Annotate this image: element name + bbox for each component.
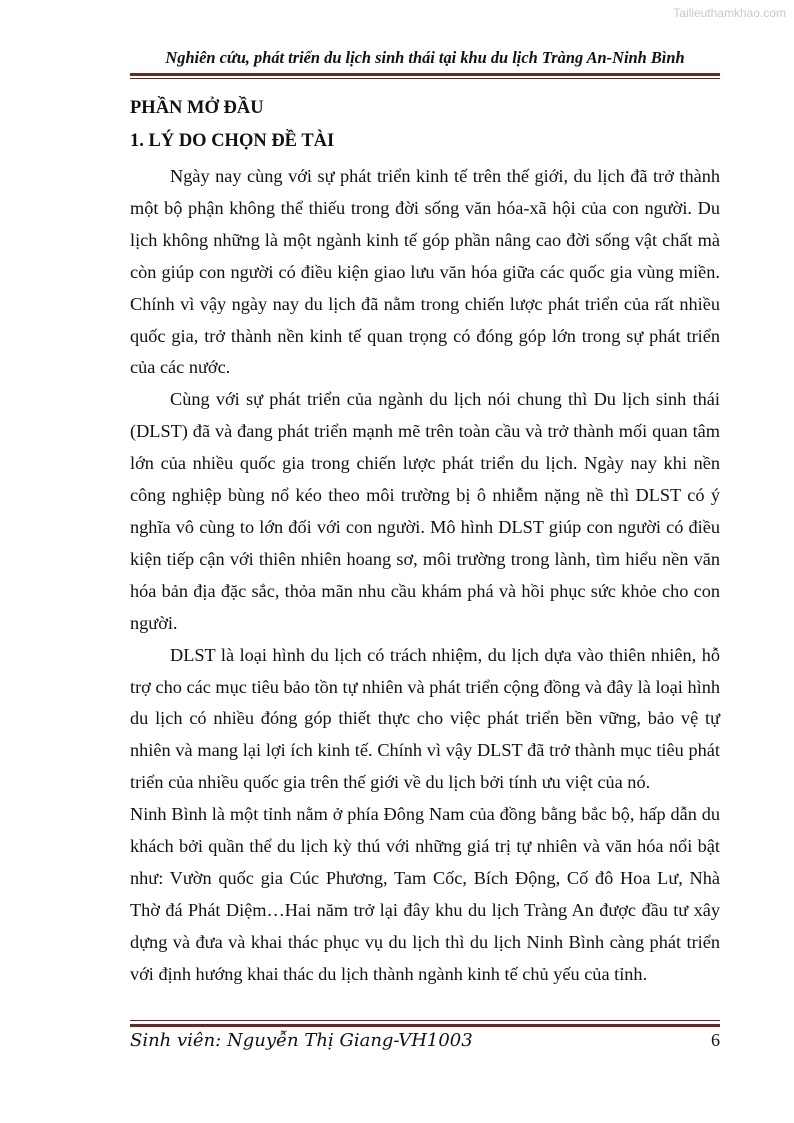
paragraph-4: Ninh Bình là một tỉnh nằm ở phía Đông Nam của đồng bằng bắc bộ, hấp dẫn du khách bởi quần thể du lịch kỳ thú với những giá trị tự nhiên và văn hóa nổi bật như: Vườn quốc gia Cúc Phương, Tam Cốc, Bích Động, Cố đô Hoa Lư, Nhà Thờ đá Phát Diệm…Hai năm trở lại đây khu du lịch Tràng An được đầu tư xây dựng và đưa và khai thác phục vụ du lịch thì du lịch Ninh Bình càng phát triển với định hướng khai thác du lịch thành ngành kinh tế chủ yếu của tỉnh.	[130, 804, 720, 984]
running-header-title: Nghiên cứu, phát triển du lịch sinh thái tại khu du lịch Tràng An-Ninh Bình	[165, 48, 685, 67]
page-number: 6	[711, 1030, 720, 1050]
paragraph-3: DLST là loại hình du lịch có trách nhiệm, du lịch dựa vào thiên nhiên, hỗ trợ cho các mục tiêu bảo tồn tự nhiên và phát triển cộng đồng và đây là loại hình du lịch có nhiều đóng góp thiết thực cho việc phát triển bền vững, bảo vệ tự nhiên và mang lại lợi ích kinh tế. Chính vì vậy DLST đã trở thành mục tiêu phát triển của nhiều quốc gia trên thế giới về du lịch bởi tính ưu việt của nó.	[130, 644, 720, 793]
subsection-heading: 1. LÝ DO CHỌN ĐỀ TÀI	[130, 131, 335, 151]
watermark-text: Tailieuthamkhao.com	[673, 6, 786, 20]
paragraph-1: Ngày nay cùng với sự phát triển kinh tế trên thế giới, du lịch đã trở thành một bộ phận không thể thiếu trong đời sống văn hóa-xã hội của con người. Du lịch không những là một ngành kinh tế góp phần nâng cao đời sống vật chất mà còn giúp con người có điều kiện giao lưu văn hóa giữa các quốc gia vùng miền. Chính vì vậy ngày nay du lịch đã nằm trong chiến lược phát triển của rất nhiều quốc gia, trở thành nền kinh tế quan trọng có đóng góp lớn trong sự phát triển của các nước.	[130, 166, 720, 378]
footer-student-name: Sinh viên: Nguyễn Thị Giang-VH1003	[130, 1030, 473, 1051]
page-body	[130, 95, 720, 991]
section-heading: PHẦN MỞ ĐẦU	[130, 98, 264, 118]
paragraph-2: Cùng với sự phát triển của ngành du lịch nói chung thì Du lịch sinh thái (DLST) đã và đang phát triển mạnh mẽ trên toàn cầu và trở thành mối quan tâm lớn của nhiều quốc gia trong chiến lược phát triển du lịch. Ngày nay khi nền công nghiệp bùng nổ kéo theo môi trường bị ô nhiễm nặng nề thì DLST có ý nghĩa vô cùng to lớn đối với con người. Mô hình DLST giúp con người có điều kiện tiếp cận với thiên nhiên hoang sơ, môi trường trong lành, tìm hiểu nền văn hóa bản địa đặc sắc, thỏa mãn nhu cầu khám phá và hồi phục sức khỏe cho con người.	[130, 389, 720, 633]
footer-rule-thick	[130, 1024, 720, 1027]
header-rule-thick	[130, 73, 720, 76]
header-rule-thin	[130, 78, 720, 79]
footer-rule-thin	[130, 1020, 720, 1021]
